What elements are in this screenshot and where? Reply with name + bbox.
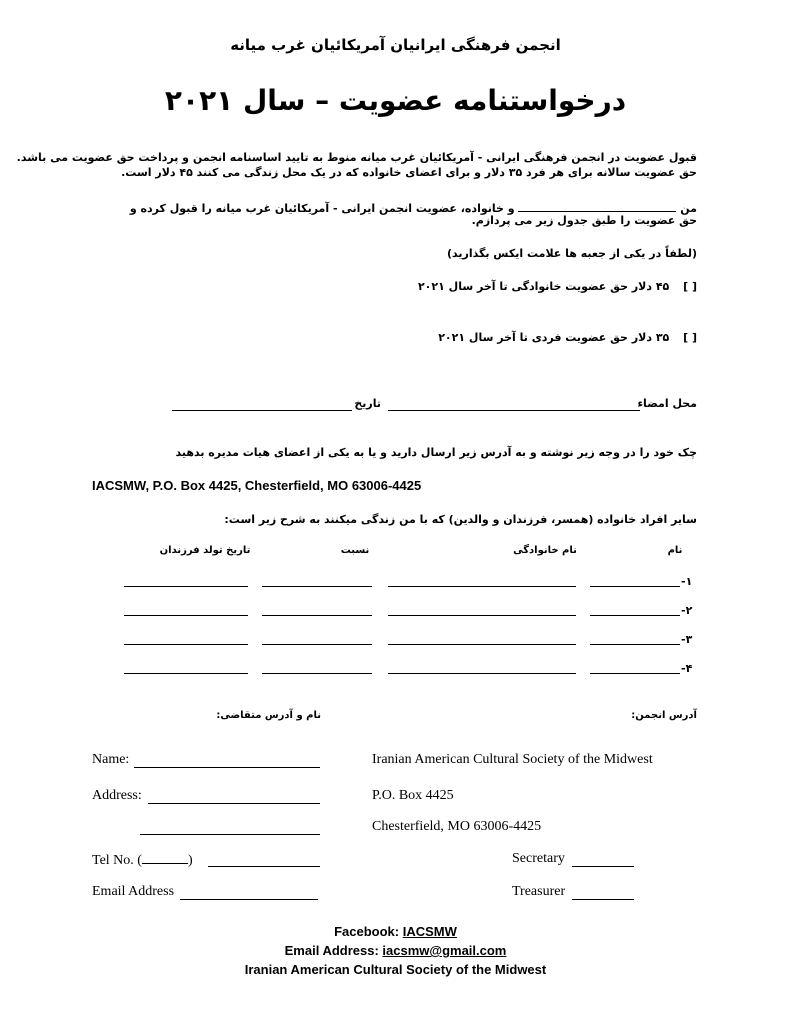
birthdate-field[interactable] <box>124 644 248 645</box>
birthdate-field[interactable] <box>124 673 248 674</box>
society-city: Chesterfield, MO 63006-4425 <box>372 819 542 834</box>
applicant-address-field-2[interactable] <box>140 834 320 835</box>
birthdate-field[interactable] <box>124 586 248 587</box>
secretary-label: Secretary <box>512 851 565 866</box>
society-po-box: P.O. Box 4425 <box>372 788 454 803</box>
applicant-name-blank[interactable] <box>518 199 676 212</box>
declaration-prefix: من <box>680 202 697 215</box>
declaration-middle: و خانواده، عضویت انجمن ایرانی - آمریکائیان غرب میانه را قبول کرده و <box>129 202 515 215</box>
check-instruction: چک خود را در وجه زیر نوشته و به آدرس زیر ارسال دارید و یا به یکی از اعضای هیات مدیره بدهید <box>175 446 697 459</box>
row-number: -۱ <box>681 575 693 588</box>
birthdate-field[interactable] <box>124 615 248 616</box>
first-name-field[interactable] <box>590 586 680 587</box>
applicant-address-label: نام و آدرس متقاضی: <box>216 710 321 721</box>
footer-email <box>0 943 791 958</box>
relation-field[interactable] <box>262 644 372 645</box>
applicant-name-field[interactable] <box>134 767 320 768</box>
first-name-field[interactable] <box>590 644 680 645</box>
society-address-label: آدرس انجمن: <box>631 710 697 721</box>
footer-facebook <box>0 924 791 939</box>
last-name-field[interactable] <box>388 615 576 616</box>
checkbox-instruction: (لطفاً در یکی از جعبه ها علامت ایکس بگذارید) <box>446 247 697 260</box>
email-label: Email Address: <box>284 943 379 958</box>
col-header-birthdate: تاریخ تولد فرزندان <box>159 545 251 556</box>
footer-org: Iranian American Cultural Society of the Midwest <box>244 962 547 977</box>
applicant-address-label: Address: <box>92 788 142 803</box>
signature-line[interactable] <box>388 410 640 411</box>
tel-area-code-field[interactable] <box>142 851 188 864</box>
mailing-address: IACSMW, P.O. Box 4425, Chesterfield, MO 63006-4425 <box>92 478 422 493</box>
option-individual-row <box>77 331 697 344</box>
date-label: تاریخ <box>354 397 381 410</box>
relation-field[interactable] <box>262 586 372 587</box>
option-family-checkbox[interactable]: [ ] <box>683 280 697 293</box>
col-header-first-name: نام <box>667 545 683 556</box>
applicant-tel-label: Tel No. ( <box>92 853 142 868</box>
applicant-tel-field[interactable] <box>208 866 320 867</box>
family-intro: سایر افراد خانواده (همسر، فرزندان و والدین) که با من زندگی میکنند به شرح زیر است: <box>224 513 697 526</box>
row-number: -۲ <box>681 604 693 617</box>
row-number: -۳ <box>681 633 693 646</box>
last-name-field[interactable] <box>388 586 576 587</box>
applicant-tel-row <box>92 851 193 869</box>
first-name-field[interactable] <box>590 615 680 616</box>
email-link[interactable]: iacsmw@gmail.com <box>382 943 507 958</box>
applicant-address-field-1[interactable] <box>148 803 320 804</box>
relation-field[interactable] <box>262 615 372 616</box>
first-name-field[interactable] <box>590 673 680 674</box>
applicant-address-row <box>92 788 142 804</box>
last-name-field[interactable] <box>388 673 576 674</box>
treasurer-label: Treasurer <box>512 884 566 899</box>
signature-label: محل امضاء <box>637 397 697 410</box>
option-family-label: ۴۵ دلار حق عضویت خانوادگی تا آخر سال ۲۰۲۱ <box>417 280 670 293</box>
col-header-last-name: نام خانوادگی <box>513 545 577 556</box>
intro-line-2: حق عضویت سالانه برای هر فرد ۳۵ دلار و برای اعضای خانواده که در یک محل زندگی می کنند ۴۵ دلار است. <box>121 166 697 179</box>
last-name-field[interactable] <box>388 644 576 645</box>
org-title: انجمن فرهنگی ایرانیان آمریکائیان غرب میانه <box>230 36 561 54</box>
col-header-relation: نسبت <box>340 545 370 556</box>
option-individual-label: ۳۵ دلار حق عضویت فردی تا آخر سال ۲۰۲۱ <box>438 331 670 344</box>
date-line[interactable] <box>172 410 352 411</box>
applicant-name-row <box>92 752 129 768</box>
secretary-field[interactable] <box>572 866 634 867</box>
form-title: درخواستنامه عضویت – سال ۲۰۲۱ <box>164 84 627 117</box>
applicant-tel-close: ) <box>187 853 193 868</box>
declaration-line-2: حق عضویت را طبق جدول زیر می پردازم. <box>471 214 697 227</box>
applicant-name-label: Name: <box>92 752 130 767</box>
applicant-email-field[interactable] <box>180 899 318 900</box>
option-family-row <box>77 280 697 293</box>
applicant-email-row <box>92 884 174 900</box>
facebook-label: Facebook: <box>334 924 400 939</box>
facebook-link[interactable]: IACSMW <box>402 924 457 939</box>
applicant-email-label: Email Address <box>92 884 175 899</box>
intro-line-1: قبول عضویت در انجمن فرهنگی ایرانی - آمریکائیان غرب میانه منوط به تایید اساسنامه انجمن و پرداخت حق عضویت می باشد. <box>16 151 697 164</box>
treasurer-field[interactable] <box>572 899 634 900</box>
relation-field[interactable] <box>262 673 372 674</box>
row-number: -۴ <box>681 662 693 675</box>
society-name: Iranian American Cultural Society of the Midwest <box>372 752 653 767</box>
option-individual-checkbox[interactable]: [ ] <box>683 331 697 344</box>
